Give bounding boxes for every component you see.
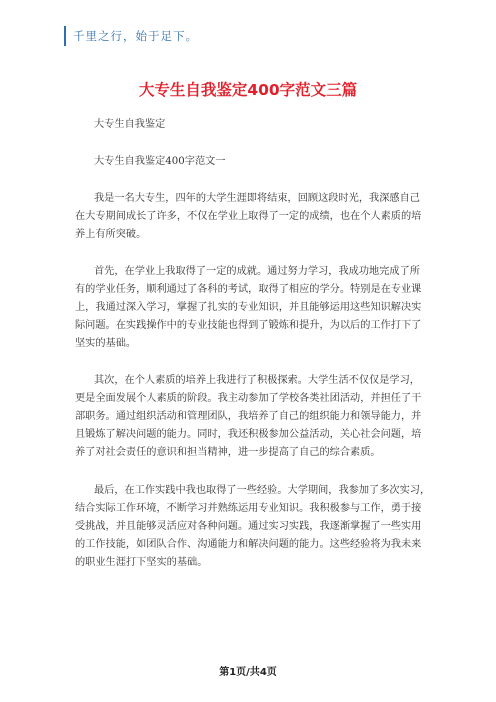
paragraph-line: 且锻炼了解决问题的能力。同时，我还积极参加公益活动，关心社会问题，培 (75, 429, 422, 440)
paragraph-line: 首先，在学业上我取得了一定的成就。通过努力学习，我成功地完成了所 (94, 266, 420, 277)
paragraph-line: 其次，在个人素质的培养上我进行了积极探索。大学生活不仅仅是学习， (94, 375, 420, 386)
paragraph-line: 上，我通过深入学习，掌握了扎实的专业知识，并且能够运用这些知识解决实 (75, 302, 422, 313)
paragraph-line: 在大专期间成长了许多，不仅在学业上取得了一定的成绩，也在个人素质的培 (75, 211, 422, 222)
paragraph-line: 的工作技能，如团队合作、沟通能力和解决问题的能力。这些经验将为我未来 (75, 539, 422, 550)
paragraph-line: 更是全面发展个人素质的阶段。我主动参加了学校各类社团活动，并担任了干 (75, 393, 422, 404)
paragraph-line: 结合实际工作环境，不断学习并熟练运用专业知识。我积极参与工作，勇于接 (75, 503, 422, 514)
paragraph-line: 养上有所突破。 (75, 229, 147, 240)
paragraph-line: 我是一名大专生，四年的大学生涯即将结束，回顾这段时光，我深感自己 (94, 193, 420, 204)
paragraph-line: 养了对社会责任的意识和担当精神，进一步提高了自己的综合素质。 (75, 447, 381, 458)
subheading: 大专生自我鉴定400字范文一 (94, 156, 226, 167)
document-title: 大专生自我鉴定400字范文三篇 (138, 81, 358, 99)
paragraph-line: 的职业生涯打下坚实的基础。 (75, 557, 208, 568)
paragraph-line: 有的学业任务，顺利通过了各科的考试，取得了相应的学分。特别是在专业课 (75, 284, 422, 295)
header-rule (64, 26, 66, 46)
header-motto: 千里之行，始于足下。 (73, 29, 198, 43)
page-indicator: 第1页/共4页 (219, 667, 277, 678)
paragraph-line: 受挑战，并且能够灵活应对各种问题。通过实习实践，我逐渐掌握了一些实用 (75, 521, 422, 532)
paragraph-line: 坚实的基础。 (75, 338, 137, 349)
paragraph-line: 最后，在工作实践中我也取得了一些经验。大学期间，我参加了多次实习， (94, 485, 431, 496)
subheading: 大专生自我鉴定 (94, 119, 166, 130)
paragraph-line: 际问题。在实践操作中的专业技能也得到了锻炼和提升，为以后的工作打下了 (75, 320, 422, 331)
paragraph-line: 部职务。通过组织活动和管理团队，我培养了自己的组织能力和领导能力，并 (75, 411, 422, 422)
